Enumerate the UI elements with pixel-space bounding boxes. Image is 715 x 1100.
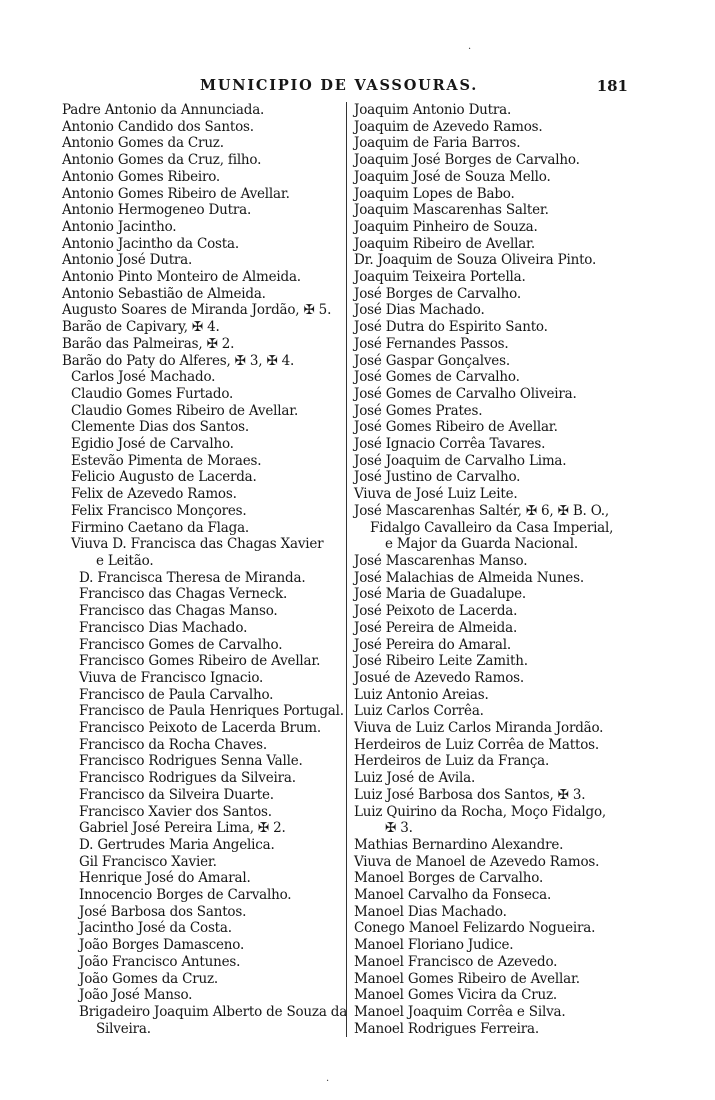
page-number: 181 [596, 77, 628, 95]
list-entry: Francisco de Paula Carvalho. [79, 686, 274, 703]
list-entry: Egidio José de Carvalho. [71, 436, 234, 453]
list-entry: D. Francisca Theresa de Miranda. [79, 569, 306, 586]
list-entry: Francisco de Paula Henriques Portugal. [79, 703, 344, 720]
list-entry: Manoel Borges de Carvalho. [354, 870, 544, 887]
list-entry: José Fernandes Passos. [354, 335, 509, 352]
list-entry: e Major da Guarda Nacional. [385, 536, 578, 553]
list-entry: Francisco Gomes Ribeiro de Avellar. [79, 653, 321, 670]
list-entry: Luiz José de Avila. [354, 770, 476, 787]
list-entry: Joaquim Pinheiro de Souza. [354, 218, 538, 235]
list-entry: Estevão Pimenta de Moraes. [71, 452, 262, 469]
list-entry: Felicio Augusto de Lacerda. [71, 469, 257, 486]
list-entry: João Francisco Antunes. [79, 953, 241, 970]
list-entry: José Ignacio Corrêa Tavares. [354, 436, 546, 453]
list-entry: Antonio Sebastião de Almeida. [62, 285, 266, 302]
list-entry: Augusto Soares de Miranda Jordão, ✠ 5. [62, 302, 332, 319]
list-entry: José Peixoto de Lacerda. [354, 603, 518, 620]
list-entry: Antonio José Dutra. [62, 252, 193, 269]
list-entry: e Leitão. [96, 552, 154, 569]
list-entry: Herdeiros de Luiz Corrêa de Mattos. [354, 736, 599, 753]
list-entry: José Joaquim de Carvalho Lima. [354, 452, 567, 469]
list-entry: Antonio Gomes da Cruz. [62, 135, 224, 152]
list-entry: Francisco Dias Machado. [79, 619, 248, 636]
list-entry: Luiz José Barbosa dos Santos, ✠ 3. [354, 786, 586, 803]
list-entry: José Dias Machado. [354, 302, 485, 319]
list-entry: Luiz Quirino da Rocha, Moço Fidalgo, [354, 803, 606, 820]
list-entry: Manoel Rodrigues Ferreira. [354, 1020, 539, 1037]
list-entry: Dr. Joaquim de Souza Oliveira Pinto. [354, 252, 597, 269]
list-entry: Joaquim José de Souza Mello. [354, 168, 551, 185]
list-entry: José Dutra do Espirito Santo. [354, 319, 548, 336]
list-entry: Felix de Azevedo Ramos. [71, 486, 237, 503]
left-column [62, 102, 348, 1037]
list-entry: Claudio Gomes Ribeiro de Avellar. [71, 402, 299, 419]
list-entry: Antonio Gomes Ribeiro. [62, 168, 221, 185]
list-entry: Manoel Floriano Judice. [354, 937, 514, 954]
print-speck: · [326, 1076, 330, 1087]
list-entry: Francisco Gomes de Carvalho. [79, 636, 283, 653]
list-entry: Antonio Jacintho. [62, 218, 177, 235]
right-column [346, 102, 644, 1037]
list-entry: Antonio Pinto Monteiro de Almeida. [62, 269, 301, 286]
list-entry: José Gomes de Carvalho. [354, 369, 520, 386]
list-entry: José Maria de Guadalupe. [354, 586, 527, 603]
list-entry: José Gomes Prates. [354, 402, 483, 419]
list-entry: Antonio Gomes da Cruz, filho. [62, 152, 262, 169]
list-entry: Barão do Paty do Alferes, ✠ 3, ✠ 4. [62, 352, 295, 369]
list-entry: Joaquim de Azevedo Ramos. [354, 118, 543, 135]
list-entry: D. Gertrudes Maria Angelica. [79, 836, 275, 853]
list-entry: José Mascarenhas Manso. [354, 552, 528, 569]
list-entry: Antonio Gomes Ribeiro de Avellar. [62, 185, 290, 202]
list-entry: João Gomes da Cruz. [79, 970, 218, 987]
list-entry: Francisco Xavier dos Santos. [79, 803, 272, 820]
list-entry: Viuva de Manoel de Azevedo Ramos. [354, 853, 600, 870]
list-entry: Mathias Bernardino Alexandre. [354, 836, 564, 853]
list-entry: Francisco Peixoto de Lacerda Brum. [79, 720, 322, 737]
page-header [62, 77, 628, 99]
list-entry: José Mascarenhas Saltér, ✠ 6, ✠ B. O., [354, 502, 609, 519]
list-entry: Herdeiros de Luiz da França. [354, 753, 550, 770]
list-entry: Joaquim José Borges de Carvalho. [354, 152, 580, 169]
page-title: MUNICIPIO DE VASSOURAS. [200, 77, 479, 94]
list-entry: José Pereira de Almeida. [354, 619, 518, 636]
list-entry: Joaquim Lopes de Babo. [354, 185, 515, 202]
list-entry: Francisco das Chagas Verneck. [79, 586, 288, 603]
list-entry: José Pereira do Amaral. [354, 636, 511, 653]
list-entry: Francisco das Chagas Manso. [79, 603, 278, 620]
list-entry: Josué de Azevedo Ramos. [354, 669, 524, 686]
list-entry: Viuva de José Luiz Leite. [354, 486, 518, 503]
list-entry: Carlos José Machado. [71, 369, 216, 386]
list-entry: Firmino Caetano da Flaga. [71, 519, 250, 536]
list-entry: Manoel Gomes Ribeiro de Avellar. [354, 970, 580, 987]
list-entry: Joaquim Ribeiro de Avellar. [354, 235, 535, 252]
list-entry: Manoel Francisco de Azevedo. [354, 953, 558, 970]
list-entry: Viuva D. Francisca das Chagas Xavier [71, 536, 324, 553]
list-entry: ✠ 3. [385, 820, 413, 837]
list-entry: Francisco Rodrigues da Silveira. [79, 770, 296, 787]
list-entry: José Gaspar Gonçalves. [354, 352, 510, 369]
list-entry: Jacintho José da Costa. [79, 920, 232, 937]
list-entry: Francisco Rodrigues Senna Valle. [79, 753, 303, 770]
list-entry: Barão de Capivary, ✠ 4. [62, 319, 220, 336]
print-speck: · [468, 44, 472, 55]
list-entry: José Malachias de Almeida Nunes. [354, 569, 584, 586]
list-entry: Manoel Joaquim Corrêa e Silva. [354, 1003, 566, 1020]
list-entry: José Gomes de Carvalho Oliveira. [354, 385, 577, 402]
list-entry: José Gomes Ribeiro de Avellar. [354, 419, 558, 436]
list-entry: Felix Francisco Monçores. [71, 502, 247, 519]
list-entry: Manoel Carvalho da Fonseca. [354, 887, 552, 904]
list-entry: José Justino de Carvalho. [354, 469, 521, 486]
list-entry: João Borges Damasceno. [79, 937, 245, 954]
list-entry: Antonio Jacintho da Costa. [62, 235, 239, 252]
list-entry: Viuva de Luiz Carlos Miranda Jordão. [354, 720, 604, 737]
list-entry: Henrique José do Amaral. [79, 870, 251, 887]
list-entry: Viuva de Francisco Ignacio. [79, 669, 264, 686]
list-entry: Joaquim Teixeira Portella. [354, 269, 526, 286]
list-entry: José Borges de Carvalho. [354, 285, 521, 302]
list-entry: João José Manso. [79, 987, 193, 1004]
list-entry: Joaquim Mascarenhas Salter. [354, 202, 549, 219]
list-entry: Gabriel José Pereira Lima, ✠ 2. [79, 820, 286, 837]
list-entry: Luiz Antonio Areias. [354, 686, 489, 703]
list-entry: Francisco da Rocha Chaves. [79, 736, 267, 753]
list-entry: Conego Manoel Felizardo Nogueira. [354, 920, 596, 937]
list-entry: Fidalgo Cavalleiro da Casa Imperial, [370, 519, 614, 536]
list-entry: José Ribeiro Leite Zamith. [354, 653, 528, 670]
list-entry: Antonio Hermogeneo Dutra. [62, 202, 252, 219]
list-entry: Luiz Carlos Corrêa. [354, 703, 484, 720]
list-entry: Manoel Dias Machado. [354, 903, 507, 920]
list-entry: José Barbosa dos Santos. [79, 903, 247, 920]
list-entry: Silveira. [96, 1020, 151, 1037]
list-entry: Clemente Dias dos Santos. [71, 419, 249, 436]
list-entry: Brigadeiro Joaquim Alberto de Souza da [79, 1003, 348, 1020]
list-entry: Gil Francisco Xavier. [79, 853, 217, 870]
list-entry: Barão das Palmeiras, ✠ 2. [62, 335, 235, 352]
list-entry: Claudio Gomes Furtado. [71, 385, 234, 402]
list-entry: Manoel Gomes Vicira da Cruz. [354, 987, 557, 1004]
list-entry: Antonio Candido dos Santos. [62, 118, 254, 135]
list-entry: Francisco da Silveira Duarte. [79, 786, 274, 803]
list-entry: Padre Antonio da Annunciada. [62, 102, 265, 118]
list-entry: Joaquim Antonio Dutra. [354, 102, 512, 118]
list-entry: Innocencio Borges de Carvalho. [79, 887, 292, 904]
list-entry: Joaquim de Faria Barros. [354, 135, 521, 152]
